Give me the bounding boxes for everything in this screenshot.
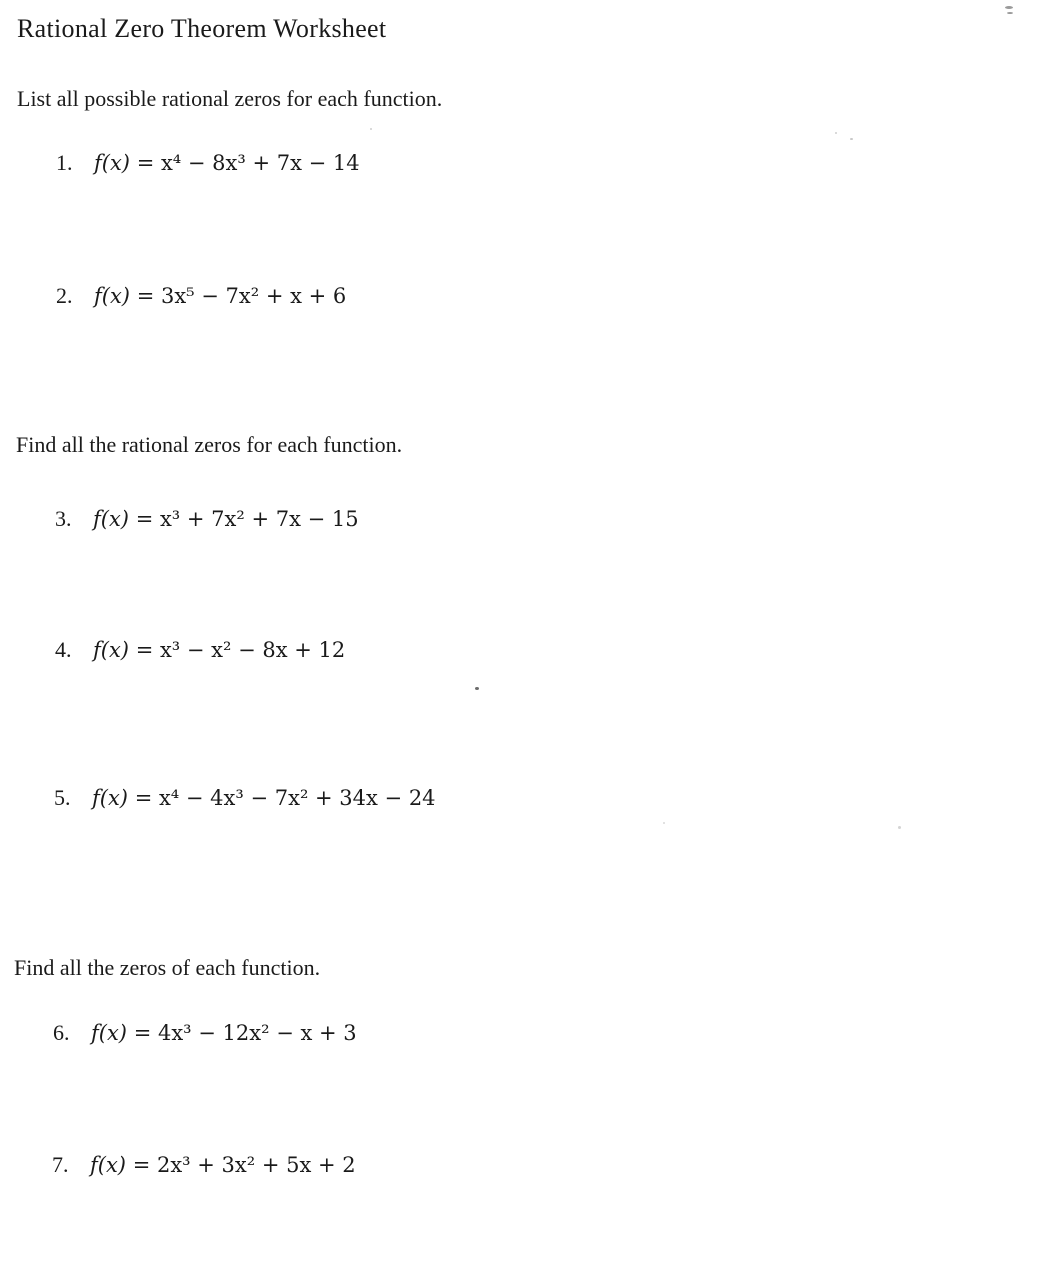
function-expression: = x³ − x² − 8x + 12 <box>129 638 346 662</box>
scan-speck <box>898 826 901 829</box>
scan-speck <box>1005 6 1013 9</box>
function-name: f(x) <box>93 507 130 531</box>
problem-7 <box>52 1152 356 1178</box>
section-1-instruction: List all possible rational zeros for each function. <box>17 86 443 111</box>
problem-2 <box>56 283 346 309</box>
problem-5 <box>54 785 436 811</box>
function-expression: = x³ + 7x² + 7x − 15 <box>129 507 359 531</box>
problem-number: 2. <box>56 283 73 308</box>
function-expression: = 3x⁵ − 7x² + x + 6 <box>130 284 347 308</box>
problem-equation <box>90 1153 356 1177</box>
scan-speck <box>1007 12 1013 14</box>
section-3-instruction: Find all the zeros of each function. <box>14 955 321 980</box>
scan-speck <box>663 822 665 824</box>
problem-equation <box>91 1021 357 1045</box>
scan-speck <box>475 687 479 690</box>
problem-number: 7. <box>52 1152 69 1177</box>
function-expression: = 2x³ + 3x² + 5x + 2 <box>126 1153 356 1177</box>
function-expression: = x⁴ − 8x³ + 7x − 14 <box>130 151 360 175</box>
worksheet-title: Rational Zero Theorem Worksheet <box>17 14 387 43</box>
function-name: f(x) <box>94 151 131 175</box>
scan-speck <box>850 138 853 140</box>
problem-equation <box>93 507 359 531</box>
problem-number: 1. <box>56 150 73 175</box>
function-name: f(x) <box>90 1153 127 1177</box>
problem-number: 6. <box>53 1020 70 1045</box>
problem-4 <box>55 637 345 663</box>
problem-equation <box>94 151 360 175</box>
scan-speck <box>370 128 372 130</box>
section-2-instruction: Find all the rational zeros for each function. <box>16 432 403 457</box>
function-expression: = x⁴ − 4x³ − 7x² + 34x − 24 <box>128 786 436 810</box>
problem-6 <box>53 1020 357 1046</box>
problem-equation <box>93 638 345 662</box>
problem-1 <box>56 150 360 176</box>
scan-speck <box>835 132 837 134</box>
function-expression: = 4x³ − 12x² − x + 3 <box>127 1021 357 1045</box>
problem-number: 3. <box>55 506 72 531</box>
problem-equation <box>92 786 436 810</box>
function-name: f(x) <box>94 284 131 308</box>
function-name: f(x) <box>93 638 130 662</box>
problem-3 <box>55 506 359 532</box>
problem-number: 4. <box>55 637 72 662</box>
function-name: f(x) <box>91 1021 128 1045</box>
problem-number: 5. <box>54 785 71 810</box>
function-name: f(x) <box>92 786 129 810</box>
problem-equation <box>94 284 346 308</box>
